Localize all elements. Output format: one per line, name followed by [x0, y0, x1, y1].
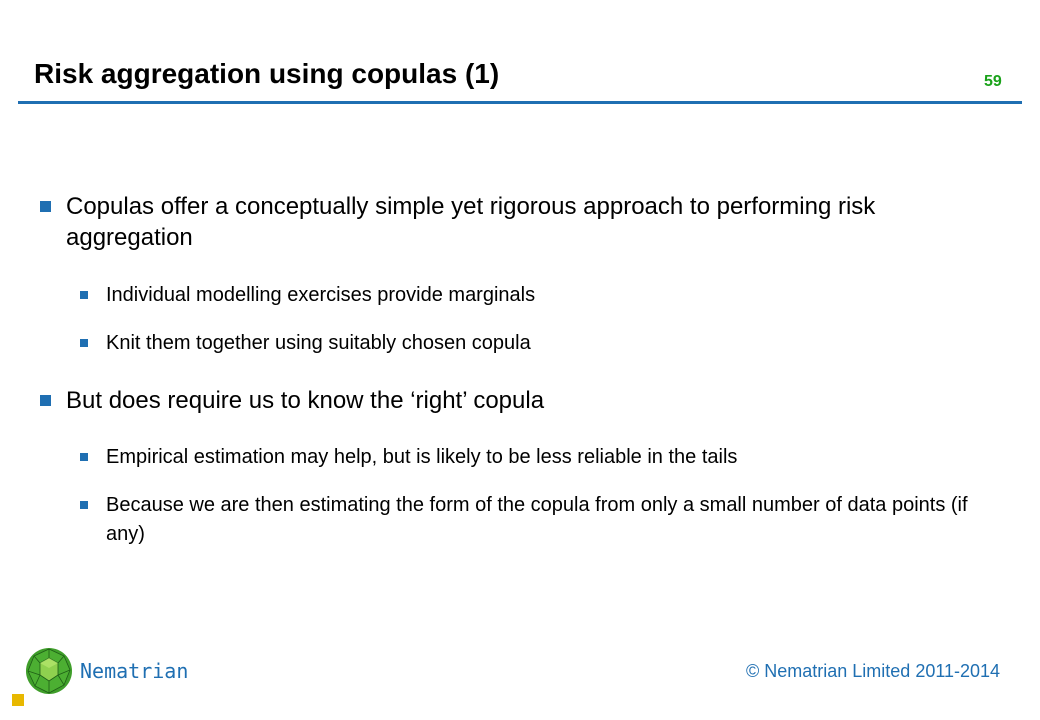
sub-bullet-text: Individual modelling exercises provide marginals	[106, 284, 536, 306]
square-bullet-icon	[80, 291, 88, 299]
page-number: 59	[984, 73, 1002, 90]
sub-bullet-text: Because we are then estimating the form of the copula from only a small number of data points (if any)	[106, 494, 968, 545]
sub-bullet-text: Empirical estimation may help, but is likely to be less reliable in the tails	[106, 446, 738, 468]
sub-bullet-item	[80, 329, 980, 358]
copyright-notice: © Nematrian Limited 2011-2014	[746, 661, 1001, 681]
square-bullet-icon	[80, 339, 88, 347]
brand-name: Nematrian	[80, 659, 189, 683]
sub-bullet-text: Knit them together using suitably chosen copula	[106, 332, 531, 354]
sub-bullet-item	[80, 491, 980, 549]
bullet-text: Copulas offer a conceptually simple yet rigorous approach to performing risk aggregation	[66, 193, 876, 251]
corner-square-icon	[12, 694, 24, 706]
green-polyhedron-icon	[24, 646, 74, 696]
bullet-item-right-copula	[40, 385, 980, 416]
bullet-text: But does require us to know the ‘right’ copula	[66, 387, 545, 414]
title-divider	[18, 101, 1022, 104]
sub-bullet-item	[80, 443, 980, 472]
square-bullet-icon	[80, 501, 88, 509]
sub-bullet-item	[80, 281, 980, 310]
slide-title: Risk aggregation using copulas (1)	[34, 58, 500, 89]
bullet-item-copulas	[40, 191, 980, 253]
square-bullet-icon	[40, 201, 51, 212]
square-bullet-icon	[80, 453, 88, 461]
square-bullet-icon	[40, 395, 51, 406]
